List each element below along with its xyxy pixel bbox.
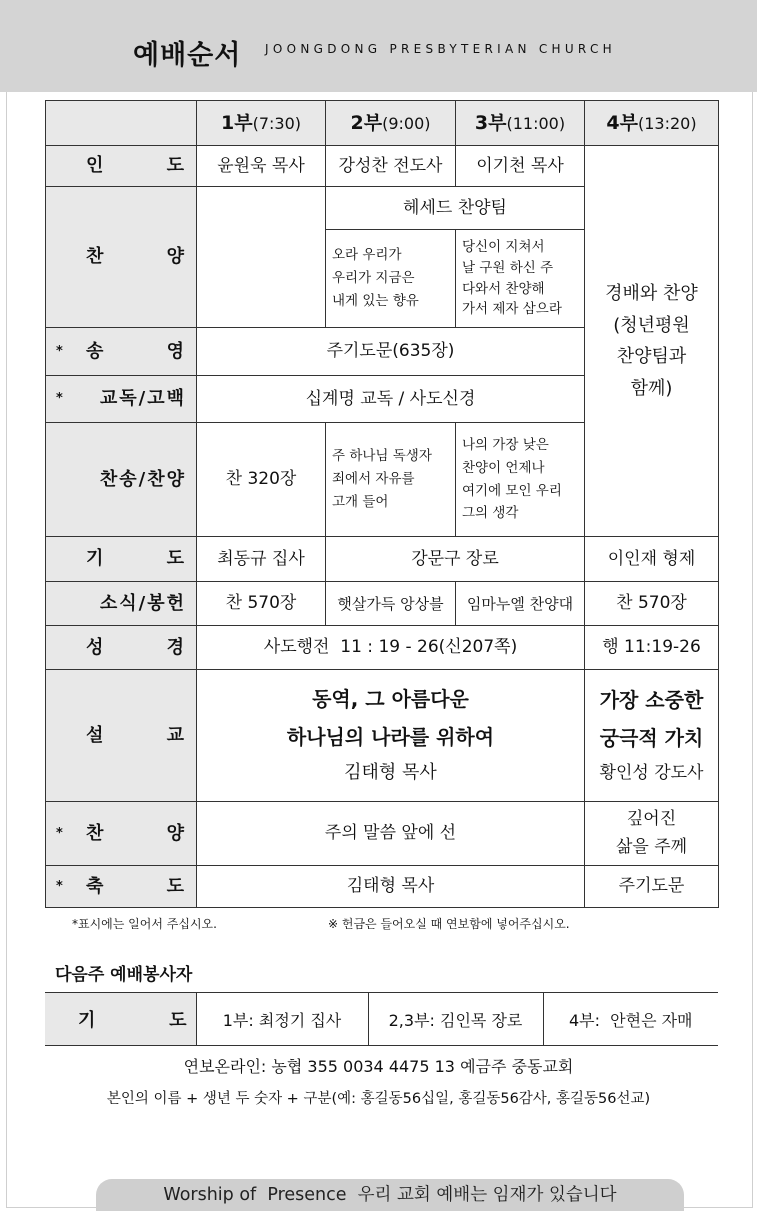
leader-s1: 윤원욱 목사 (197, 146, 326, 187)
praise-s2-songs: 오라 우리가 우리가 지금은 내게 있는 향유 (326, 230, 456, 328)
closing-hymn-s4: 깊어진 삶을 주께 (585, 802, 719, 866)
benediction-s123: 김태형 목사 (197, 866, 585, 908)
sermon-s123: 동역, 그 아름다운 하나님의 나라를 위하여 김태형 목사 (197, 670, 585, 802)
praise-s1-empty (197, 187, 326, 328)
note-offering: ※ 헌금은 들어오실 때 연보함에 넣어주십시오. (328, 917, 570, 931)
news-s2: 햇살가득 앙상블 (326, 582, 456, 626)
benediction-s4: 주기도문 (585, 866, 719, 908)
row-sermon (46, 670, 719, 802)
scripture-s123: 사도행전 11 : 19 - 26(신207쪽) (197, 626, 585, 670)
label-hymn: 찬송/찬양 (46, 423, 197, 537)
next-s23: 2,3부: 김인목 장로 (368, 993, 543, 1046)
news-s1: 찬 570장 (197, 582, 326, 626)
next-week-table (45, 992, 718, 1046)
praise-team: 헤세드 찬양팀 (326, 187, 585, 230)
label-benediction: * 축 도 (46, 866, 197, 908)
label-leader: 인 도 (46, 146, 197, 187)
scripture-s4: 행 11:19-26 (585, 626, 719, 670)
page-title: 예배순서 (133, 40, 242, 71)
doxology-value: 주기도문(635장) (197, 328, 585, 376)
header-corner-cell (46, 101, 197, 146)
hymn-s3-songs: 나의 가장 낮은 찬양이 언제나 여기에 모인 우리 그의 생각 (456, 423, 585, 537)
bank-account-line: 연보온라인: 농협 355 0034 4475 13 예금주 중동교회 (183, 1057, 574, 1076)
service-3-header: 3부(11:00) (456, 101, 585, 146)
label-prayer: 기 도 (46, 537, 197, 582)
label-news-offering: 소식/봉헌 (46, 582, 197, 626)
sermon-s4: 가장 소중한 궁극적 가치 황인성 강도사 (585, 670, 719, 802)
row-prayer (46, 537, 719, 582)
label-creed: * 교독/고백 (46, 376, 197, 423)
prayer-s1: 최동규 집사 (197, 537, 326, 582)
next-s4: 4부: 안현은 자매 (543, 993, 718, 1046)
leader-s3: 이기천 목사 (456, 146, 585, 187)
hymn-s1: 찬 320장 (197, 423, 326, 537)
next-week-title: 다음주 예배봉사자 (55, 965, 193, 985)
row-scripture (46, 626, 719, 670)
bank-example-line: 본인의 이름 + 생년 두 숫자 + 구분(예: 홍길동56십일, 홍길동56감사, 홍길동56선교) (106, 1091, 651, 1107)
label-next-prayer: 기 도 (45, 993, 196, 1046)
note-stand: *표시에는 일어서 주십시오. (72, 917, 217, 931)
news-s4: 찬 570장 (585, 582, 719, 626)
row-news-offering (46, 582, 719, 626)
next-s1: 1부: 최정기 집사 (196, 993, 368, 1046)
label-scripture: 성 경 (46, 626, 197, 670)
prayer-s4: 이인재 형제 (585, 537, 719, 582)
praise-s3-songs: 당신이 지쳐서 날 구원 하신 주 다와서 찬양해 가서 제자 삼으라 (456, 230, 585, 328)
service-4-praise-block: 경배와 찬양 (청년평원 찬양팀과 함께) (585, 146, 719, 537)
label-praise: 찬 양 (46, 187, 197, 328)
label-doxology: * 송 영 (46, 328, 197, 376)
label-closing-hymn: * 찬 양 (46, 802, 197, 866)
service-header-row (46, 101, 719, 146)
row-closing-hymn (46, 802, 719, 866)
row-leader (46, 146, 719, 187)
news-s3: 임마누엘 찬양대 (456, 582, 585, 626)
footer-slogan: Worship of Presence 우리 교회 예배는 임재가 있습니다 (96, 1179, 684, 1211)
church-name: JOONGDONG PRESBYTERIAN CHURCH (265, 42, 616, 56)
worship-order-table (45, 100, 719, 908)
service-4-header: 4부(13:20) (585, 101, 719, 146)
service-1-header: 1부(7:30) (197, 101, 326, 146)
next-week-row (45, 993, 718, 1046)
closing-hymn-s123: 주의 말씀 앞에 선 (197, 802, 585, 866)
header-bar (0, 0, 757, 92)
hymn-s2-songs: 주 하나님 독생자 죄에서 자유를 고개 들어 (326, 423, 456, 537)
service-2-header: 2부(9:00) (326, 101, 456, 146)
leader-s2: 강성찬 전도사 (326, 146, 456, 187)
label-sermon: 설 교 (46, 670, 197, 802)
creed-value: 십계명 교독 / 사도신경 (197, 376, 585, 423)
prayer-s23: 강문구 장로 (326, 537, 585, 582)
row-benediction (46, 866, 719, 908)
